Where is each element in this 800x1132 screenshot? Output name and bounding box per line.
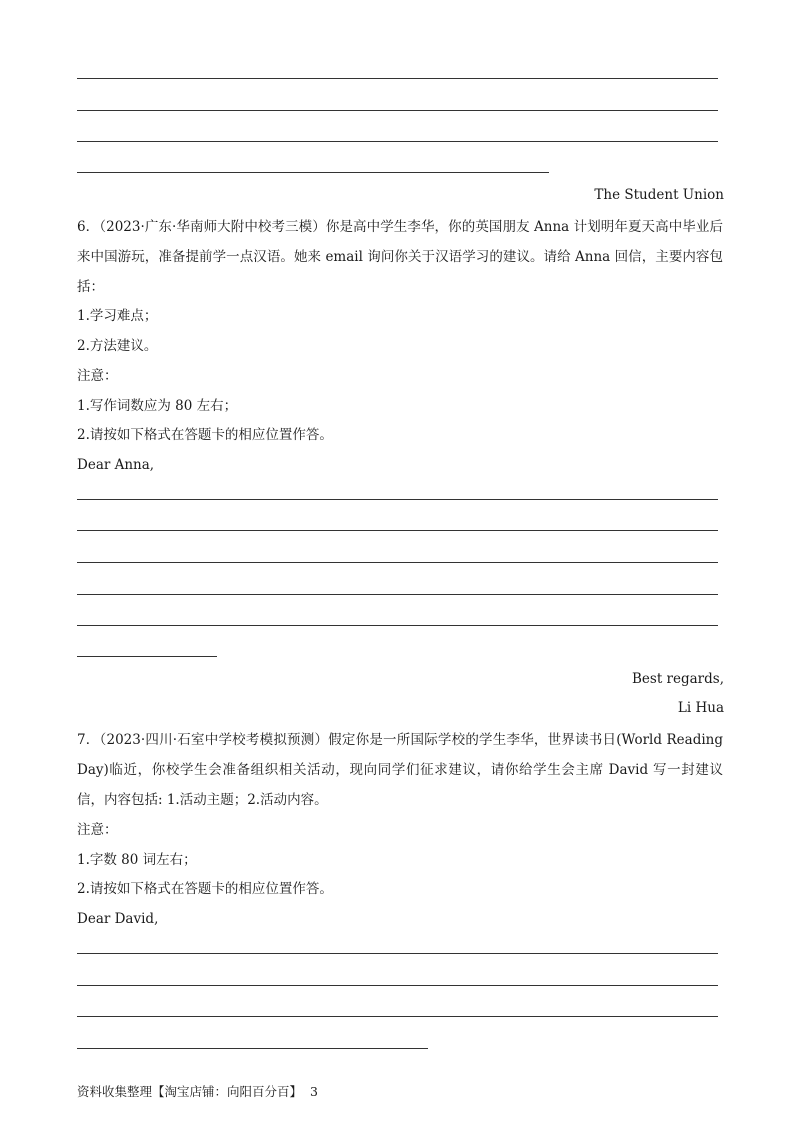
question-6-greeting: Dear Anna, [77,457,155,473]
question-6-note: 2.请按如下格式在答题卡的相应位置作答。 [77,427,333,443]
answer-line [77,110,718,111]
answer-line [77,656,217,657]
question-6-prompt [77,212,723,302]
question-7-greeting: Dear David, [77,911,159,927]
question-6-notes-label: 注意： [77,368,118,384]
question-7-note: 1.字数 80 词左右； [77,852,197,868]
answer-line [77,530,718,531]
question-7-notes-label: 注意： [77,822,118,838]
answer-line [77,985,718,986]
footer-text: 资料收集整理【淘宝店铺：向阳百分百】 [77,1084,303,1099]
question-6-signature: Li Hua [677,700,724,716]
answer-line [77,625,718,626]
question-6-text: （2023·广东·华南师大附中校考三模）你是高中学生李华，你的英国朋友 Anna 计划明年夏天高中毕业后来中国游玩，准备提前学一点汉语。她来 email 询问你关于汉语学习的建议。请给 Anna 回信，主要内容包括： [77,219,723,295]
answer-line [77,172,549,173]
answer-line [77,953,718,954]
question-7-note: 2.请按如下格式在答题卡的相应位置作答。 [77,881,333,897]
question-7-number: 7． [77,732,100,748]
answer-line [77,1048,428,1049]
answer-line [77,1016,718,1017]
question-6-point: 2.方法建议。 [77,338,158,354]
question-7-prompt [77,725,723,815]
answer-line [77,78,718,79]
question-7-text: （2023·四川·石室中学校考模拟预测）假定你是一所国际学校的学生李华，世界读书日(World Reading Day)临近，你校学生会准备组织相关活动，现向同学们征求建议，请你给学生会主席 David 写一封建议信，内容包括: 1.活动主题；2.活动内容。 [77,732,723,808]
question-6-note: 1.写作词数应为 80 左右； [77,398,238,414]
answer-line [77,141,718,142]
answer-line [77,499,718,500]
question-6-point: 1.学习难点； [77,308,158,324]
answer-line [77,562,718,563]
page-footer [77,1082,318,1102]
signature-student-union: The Student Union [594,187,724,203]
question-6-number: 6． [77,219,100,235]
page-number: 3 [309,1084,318,1099]
question-6-closing: Best regards, [631,671,724,687]
answer-line [77,594,718,595]
